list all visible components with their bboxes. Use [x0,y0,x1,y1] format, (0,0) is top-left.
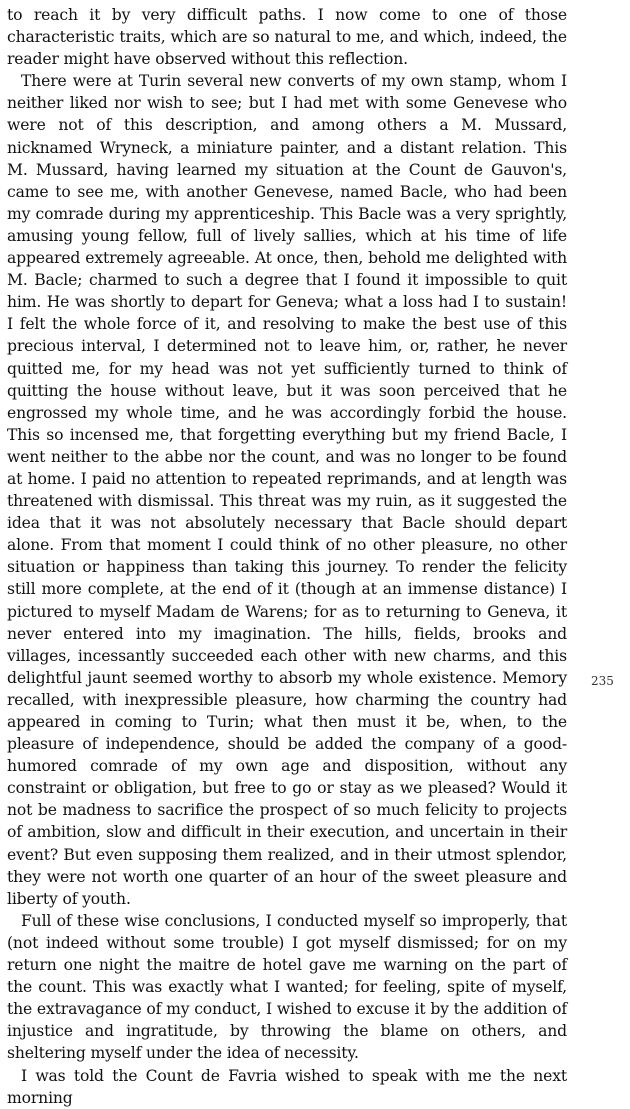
page-number: 235 [591,674,614,688]
paragraph-wise-conclusions: Full of these wise conclusions, I conducted myself so improperly, that (not indeed without some trouble) I got myself dismissed; for on my return one night the maitre de hotel gave me warning on the part of the count. This was exactly what I wanted; for feeling, spite of myself, the extravagance of my conduct, I wished to excuse it by the addition of injustice and ingratitude, by throwing the blame on others, and sheltering myself under the idea of necessity. [7,911,567,1063]
paragraph-continuation: to reach it by very difficult paths. I now come to one of those characteristic traits, which are so natural to me, and which, indeed, the reader might have observed without this reflection. [7,6,567,69]
paragraph-turin-converts: There were at Turin several new converts of my own stamp, whom I neither liked nor wish to see; but I had met with some Genevese who were not of this description, and among others a M. Mussard, nicknamed Wryneck, a miniature painter, and a distant relation. This M. Mussard, having learned my situation at the Count de Gauvon's, came to see me, with another Genevese, named Bacle, who had been my comrade during my apprenticeship. This Bacle was a very sprightly, amusing young fellow, full of lively sallies, which at his time of life appeared extremely agreeable. At once, then, behold me delighted with M. Bacle; charmed to such a degree that I found it impossible to quit him. He was shortly to depart for Geneva; what a loss had I to sustain! I felt the whole force of it, and resolving to make the best use of this precious interval, I determined not to leave him, or, rather, he never quitted me, for my head was not yet sufficiently turned to think of quitting the house without leave, but it was soon perceived that he engrossed my whole time, and he was accordingly forbid the house. This so incensed me, that forgetting everything but my friend Bacle, I went neither to the abbe nor the count, and was no longer to be found at home. I paid no attention to repeated reprimands, and at length was threatened with dismissal. This threat was my ruin, as it suggested the idea that it was not absolutely necessary that Bacle should depart alone. From that moment I could think of no other pleasure, no other situation or happiness than taking this journey. To render the felicity still more complete, at the end of it (though at an immense distance) I pictured to myself Madam de Warens; for as to returning to Geneva, it never entered into my imagination. The hills, fields, brooks and villages, incessantly succeeded each other with new charms, and this delightful jaunt seemed worthy to absorb my whole existence. Memory recalled, with inexpressible pleasure, how charming the country had appeared in coming to Turin; what then must it be, when, to the pleasure of independence, should be added the company of a good-humored comrade of my own age and disposition, without any constraint or obligation, but free to go or stay as we pleased? Would it not be madness to sacrifice the prospect of so much felicity to projects of ambition, slow and difficult in their execution, and uncertain in their event? But even supposing them realized, and in their utmost splendor, they were not worth one quarter of an hour of the sweet pleasure and liberty of youth. [7,72,567,908]
book-page-text [7,4,567,1109]
paragraph-count-de-favria: I was told the Count de Favria wished to speak with me the next morning [7,1066,567,1107]
